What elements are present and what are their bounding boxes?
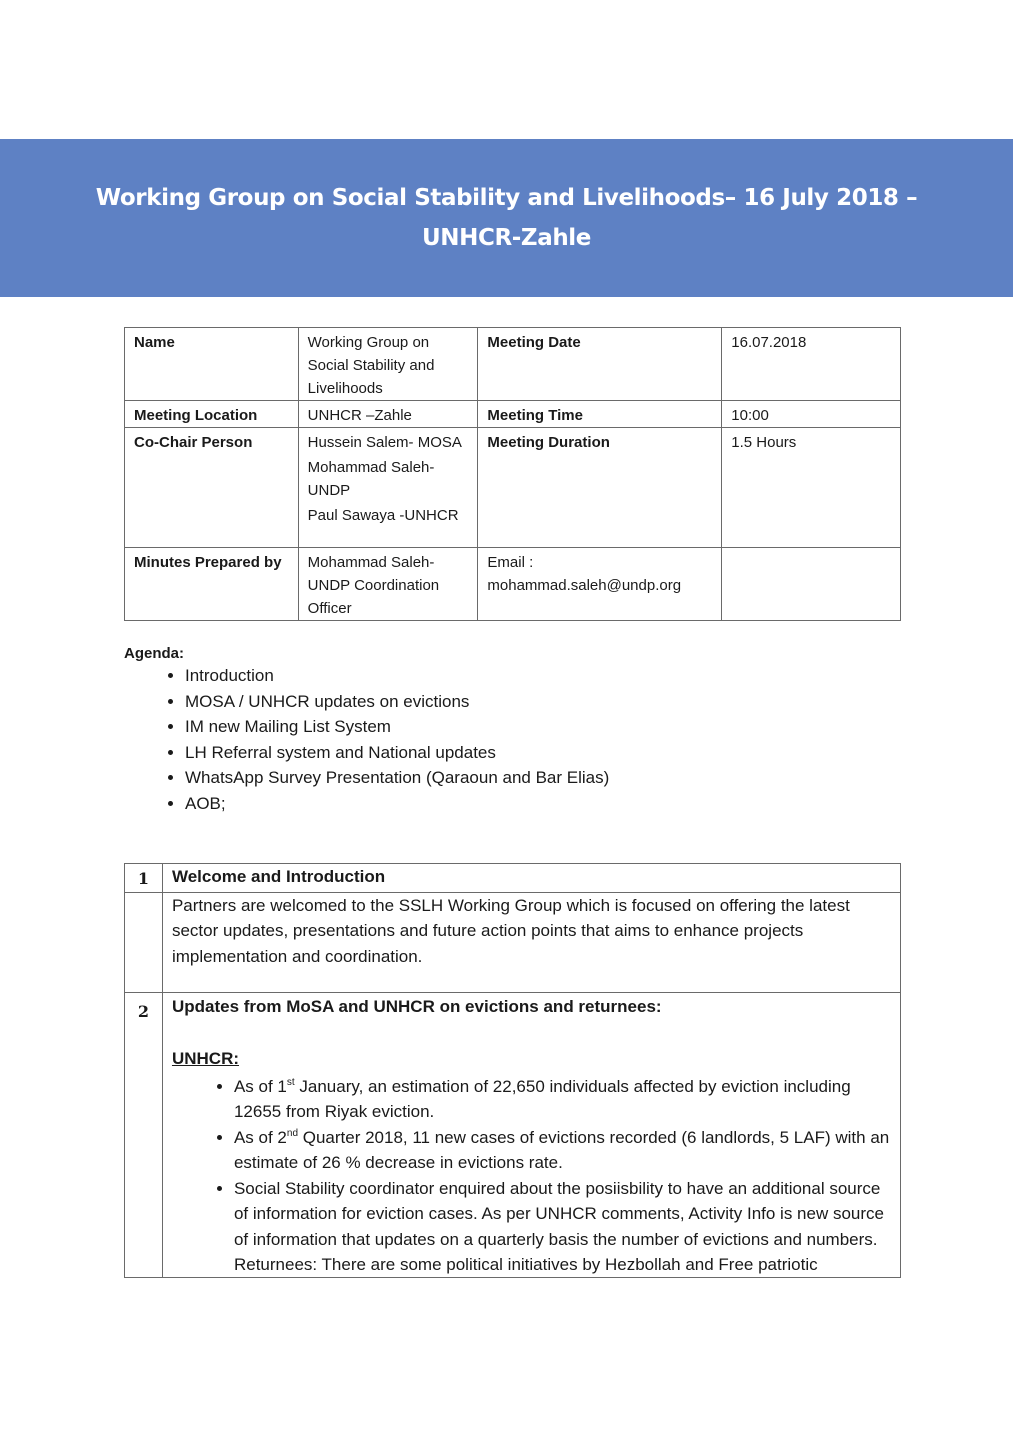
cochair-person: Hussein Salem- MOSA xyxy=(307,434,462,451)
text-segment: As of 2 xyxy=(233,1127,287,1147)
section-title: Updates from MoSA and UNHCR on evictions and returnees: xyxy=(171,996,662,1016)
text-segment: January, an estimation of 22,650 individuals affected by eviction including 12655 from Riyak eviction. xyxy=(233,1076,851,1121)
agenda-item: • AOB; xyxy=(185,791,824,817)
cochair-person: Paul Sawaya -UNHCR xyxy=(307,507,459,524)
meeting-time-value: 10:00 xyxy=(722,401,901,428)
agenda-item: • LH Referral system and National updates xyxy=(185,740,824,766)
section-title: Welcome and Introduction xyxy=(162,864,900,893)
prepared-by-label: Minutes Prepared by xyxy=(125,548,299,621)
agenda-item: • Introduction xyxy=(185,663,824,689)
list-item xyxy=(234,1125,892,1176)
table-row xyxy=(125,548,901,621)
minutes-table xyxy=(124,863,901,1278)
empty-cell xyxy=(125,892,163,992)
cochair-values xyxy=(298,428,478,548)
cochair-label: Co-Chair Person xyxy=(125,428,299,548)
bullet-list xyxy=(172,1074,892,1278)
agenda-item: • IM new Mailing List System xyxy=(185,714,824,740)
email-label: Email : xyxy=(487,554,534,571)
title-line-2: UNHCR-Zahle xyxy=(422,225,591,251)
title-banner xyxy=(0,139,1013,297)
section-number: 1 xyxy=(125,864,163,893)
section-number: 2 xyxy=(125,992,163,1278)
empty-cell xyxy=(722,548,901,621)
location-value: UNHCR –Zahle xyxy=(298,401,478,428)
meeting-date-label: Meeting Date xyxy=(478,328,722,401)
meeting-date-value: 16.07.2018 xyxy=(722,328,901,401)
table-row xyxy=(125,428,901,548)
agenda-item: • WhatsApp Survey Presentation (Qaraoun and Bar Elias) xyxy=(185,765,824,791)
agenda-heading: Agenda: xyxy=(124,645,184,662)
list-item: • Returnees: There are some political initiatives by Hezbollah and Free patriotic xyxy=(234,1252,892,1277)
cochair-person: Mohammad Saleh- UNDP xyxy=(307,459,435,499)
list-item xyxy=(234,1074,892,1125)
meeting-info-table xyxy=(124,327,901,621)
text-segment: As of 1 xyxy=(233,1076,287,1096)
agenda-list xyxy=(124,663,824,816)
agenda-item: • MOSA / UNHCR updates on evictions xyxy=(185,689,824,715)
list-item: • Social Stability coordinator enquired about the posiisbility to have an additional source of information for eviction cases. As per UNHCR comments, Activity Info is new source of information that updates on a quarterly basis the number of evictions and numbers. xyxy=(234,1176,892,1253)
duration-value: 1.5 Hours xyxy=(722,428,901,548)
name-label: Name xyxy=(125,328,299,401)
table-row xyxy=(125,328,901,401)
email-value: mohammad.saleh@undp.org xyxy=(487,577,682,594)
table-row xyxy=(125,401,901,428)
table-row xyxy=(125,892,901,992)
title-line-1: Working Group on Social Stability and Livelihoods– 16 July 2018 – xyxy=(95,185,918,211)
table-row xyxy=(125,864,901,893)
location-label: Meeting Location xyxy=(125,401,299,428)
name-value: Working Group on Social Stability and Livelihoods xyxy=(298,328,478,401)
text-segment: Quarter 2018, 11 new cases of evictions recorded (6 landlords, 5 LAF) with an estimate of 26 % decrease in evictions rate. xyxy=(233,1127,890,1172)
agenda-section xyxy=(124,645,824,816)
duration-label: Meeting Duration xyxy=(478,428,722,548)
superscript: nd xyxy=(286,1127,299,1139)
prepared-by-value: Mohammad Saleh- UNDP Coordination Officer xyxy=(298,548,478,621)
superscript: st xyxy=(286,1076,295,1088)
email-cell xyxy=(478,548,722,621)
subheading: UNHCR: xyxy=(171,1049,240,1068)
meeting-time-label: Meeting Time xyxy=(478,401,722,428)
section-text: Partners are welcomed to the SSLH Working Group which is focused on offering the latest sector updates, presentations and future action points that aims to enhance projects implementation and coordination. xyxy=(162,892,900,992)
table-row xyxy=(125,992,901,1278)
section-body xyxy=(162,992,900,1278)
